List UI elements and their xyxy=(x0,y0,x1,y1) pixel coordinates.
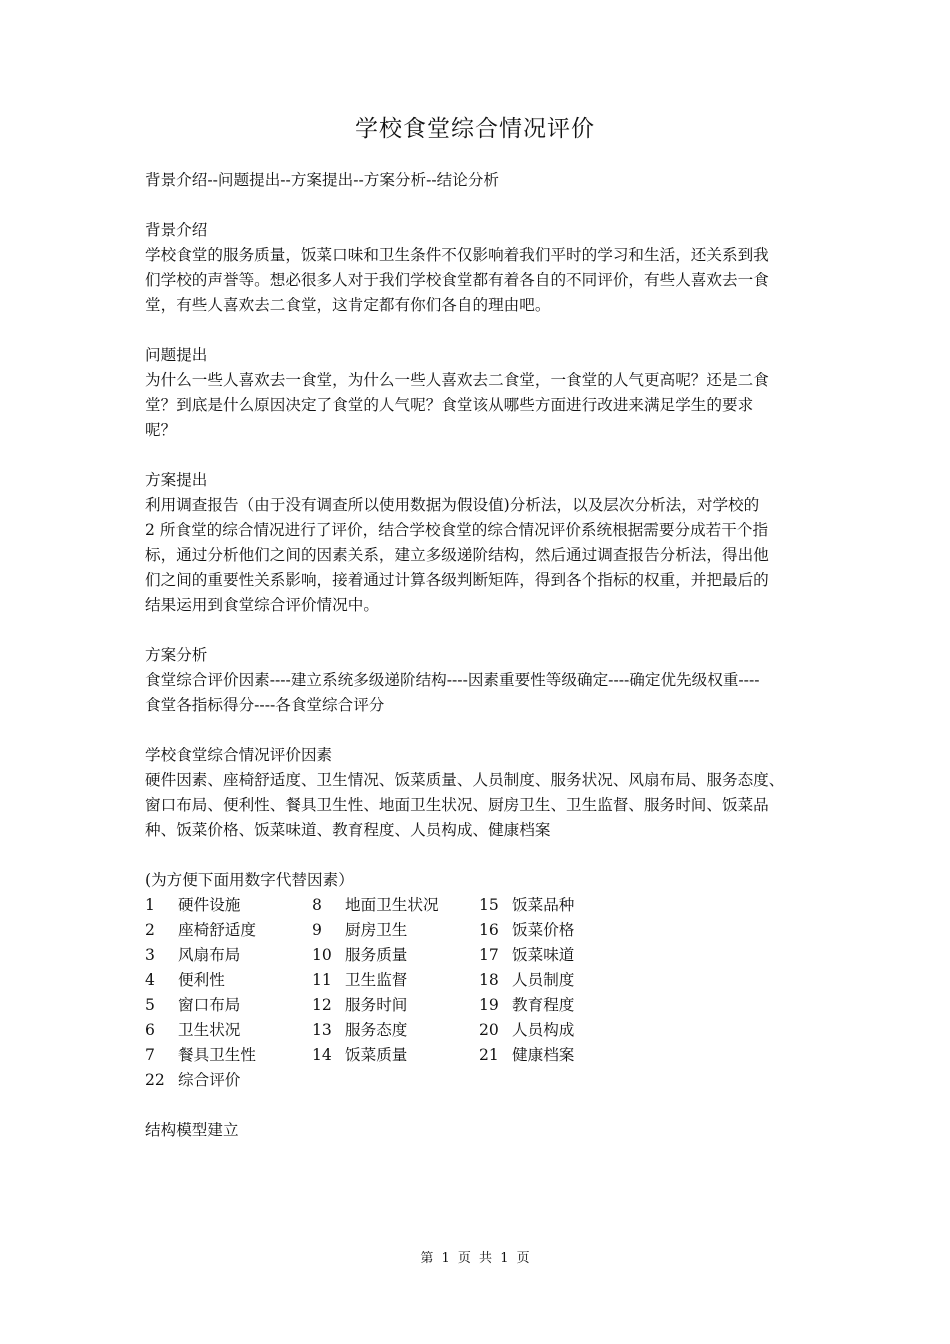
background-line: 学校食堂的服务质量，饭菜口味和卫生条件不仅影响着我们平时的学习和生活，还关系到我 xyxy=(145,246,769,264)
analysis-line: 食堂各指标得分----各食堂综合评分 xyxy=(145,696,385,714)
factor-label: 教育程度 xyxy=(512,996,575,1014)
factor-label: 便利性 xyxy=(178,971,225,989)
proposal-line: 2 所食堂的综合情况进行了评价，结合学校食堂的综合情况评价系统根据需要分成若干个指 xyxy=(145,521,769,539)
factor-label: 餐具卫生性 xyxy=(178,1046,256,1064)
factor-label: 卫生状况 xyxy=(178,1021,241,1039)
factor-label: 卫生监督 xyxy=(345,971,408,989)
factor-label: 人员制度 xyxy=(512,971,575,989)
factor-number: 19 xyxy=(479,996,499,1014)
proposal-line: 结果运用到食堂综合评价情况中。 xyxy=(145,596,379,614)
factor-label: 座椅舒适度 xyxy=(178,921,256,939)
factor-label: 服务态度 xyxy=(345,1021,408,1039)
table-row xyxy=(145,993,646,1018)
table-row xyxy=(145,1068,646,1093)
factor-label: 服务质量 xyxy=(345,946,408,964)
proposal-line: 们之间的重要性关系影响，接着通过计算各级判断矩阵，得到各个指标的权重，并把最后的 xyxy=(145,571,769,589)
factor-number: 5 xyxy=(145,996,155,1014)
factor-number: 3 xyxy=(145,946,155,964)
factor-label: 服务时间 xyxy=(345,996,408,1014)
factor-label: 健康档案 xyxy=(512,1046,575,1064)
page-title: 学校食堂综合情况评价 xyxy=(355,116,595,142)
factor-label: 饭菜质量 xyxy=(345,1046,408,1064)
proposal-section xyxy=(145,468,810,618)
numbering-section xyxy=(145,868,810,1093)
factor-number: 18 xyxy=(479,971,499,989)
factor-number: 10 xyxy=(312,946,332,964)
problem-heading: 问题提出 xyxy=(145,346,208,364)
problem-line: 堂？到底是什么原因决定了食堂的人气呢？食堂该从哪些方面进行改进来满足学生的要求 xyxy=(145,396,754,414)
factor-label: 综合评价 xyxy=(178,1071,241,1089)
factors-line: 种、饭菜价格、饭菜味道、教育程度、人员构成、健康档案 xyxy=(145,821,551,839)
model-heading: 结构模型建立 xyxy=(145,1121,239,1139)
factor-number: 16 xyxy=(479,921,499,939)
factors-heading: 学校食堂综合情况评价因素 xyxy=(145,746,333,764)
factor-number: 7 xyxy=(145,1046,155,1064)
analysis-line: 食堂综合评价因素----建立系统多级递阶结构----因素重要性等级确定----确定优先级权重---- xyxy=(145,671,760,689)
factor-number: 14 xyxy=(312,1046,332,1064)
factor-number: 13 xyxy=(312,1021,332,1039)
factor-number: 21 xyxy=(479,1046,499,1064)
factor-number: 17 xyxy=(479,946,499,964)
proposal-line: 利用调查报告（由于没有调查所以使用数据为假设值)分析法，以及层次分析法，对学校的 xyxy=(145,496,760,514)
factor-label: 地面卫生状况 xyxy=(345,896,439,914)
factor-number: 11 xyxy=(312,971,332,989)
proposal-line: 标，通过分析他们之间的因素关系，建立多级递阶结构，然后通过调查报告分析法，得出他 xyxy=(145,546,769,564)
factor-number: 12 xyxy=(312,996,332,1014)
factor-number: 15 xyxy=(479,896,499,914)
page-footer: 第 1 页 共 1 页 xyxy=(420,1251,530,1266)
factor-label: 饭菜价格 xyxy=(512,921,575,939)
proposal-heading: 方案提出 xyxy=(145,471,208,489)
factor-label: 风扇布局 xyxy=(178,946,241,964)
table-row xyxy=(145,893,646,918)
table-row xyxy=(145,918,646,943)
analysis-section xyxy=(145,643,810,718)
background-line: 们学校的声誉等。想必很多人对于我们学校食堂都有着各自的不同评价，有些人喜欢去一食 xyxy=(145,271,769,289)
factor-label: 饭菜品种 xyxy=(512,896,575,914)
document-body xyxy=(145,168,810,1143)
factor-label: 硬件设施 xyxy=(178,896,241,914)
factor-label: 人员构成 xyxy=(512,1021,575,1039)
background-heading: 背景介绍 xyxy=(145,221,208,239)
background-line: 堂，有些人喜欢去二食堂，这肯定都有你们各自的理由吧。 xyxy=(145,296,551,314)
table-row xyxy=(145,1043,646,1068)
factor-number: 2 xyxy=(145,921,155,939)
problem-line: 呢？ xyxy=(145,421,177,439)
table-row xyxy=(145,968,646,993)
problem-section xyxy=(145,343,810,443)
table-row xyxy=(145,1018,646,1043)
factor-label: 饭菜味道 xyxy=(512,946,575,964)
numbering-note: (为方便下面用数字代替因素） xyxy=(145,871,354,889)
factor-label: 厨房卫生 xyxy=(345,921,408,939)
factor-number-table xyxy=(145,893,646,1093)
factor-number: 8 xyxy=(312,896,322,914)
outline: 背景介绍--问题提出--方案提出--方案分析--结论分析 xyxy=(145,171,500,189)
factor-number: 4 xyxy=(145,971,155,989)
factor-number: 1 xyxy=(145,896,155,914)
factor-number: 6 xyxy=(145,1021,155,1039)
table-row xyxy=(145,943,646,968)
factor-label: 窗口布局 xyxy=(178,996,241,1014)
problem-line: 为什么一些人喜欢去一食堂，为什么一些人喜欢去二食堂，一食堂的人气更高呢？还是二食 xyxy=(145,371,769,389)
factors-line: 窗口布局、便利性、餐具卫生性、地面卫生状况、厨房卫生、卫生监督、服务时间、饭菜品 xyxy=(145,796,769,814)
factor-number: 22 xyxy=(145,1071,165,1089)
factor-number: 20 xyxy=(479,1021,499,1039)
factors-section xyxy=(145,743,810,843)
background-section xyxy=(145,218,810,318)
analysis-heading: 方案分析 xyxy=(145,646,208,664)
factors-line: 硬件因素、座椅舒适度、卫生情况、饭菜质量、人员制度、服务状况、风扇布局、服务态度、 xyxy=(145,771,785,789)
factor-number: 9 xyxy=(312,921,322,939)
